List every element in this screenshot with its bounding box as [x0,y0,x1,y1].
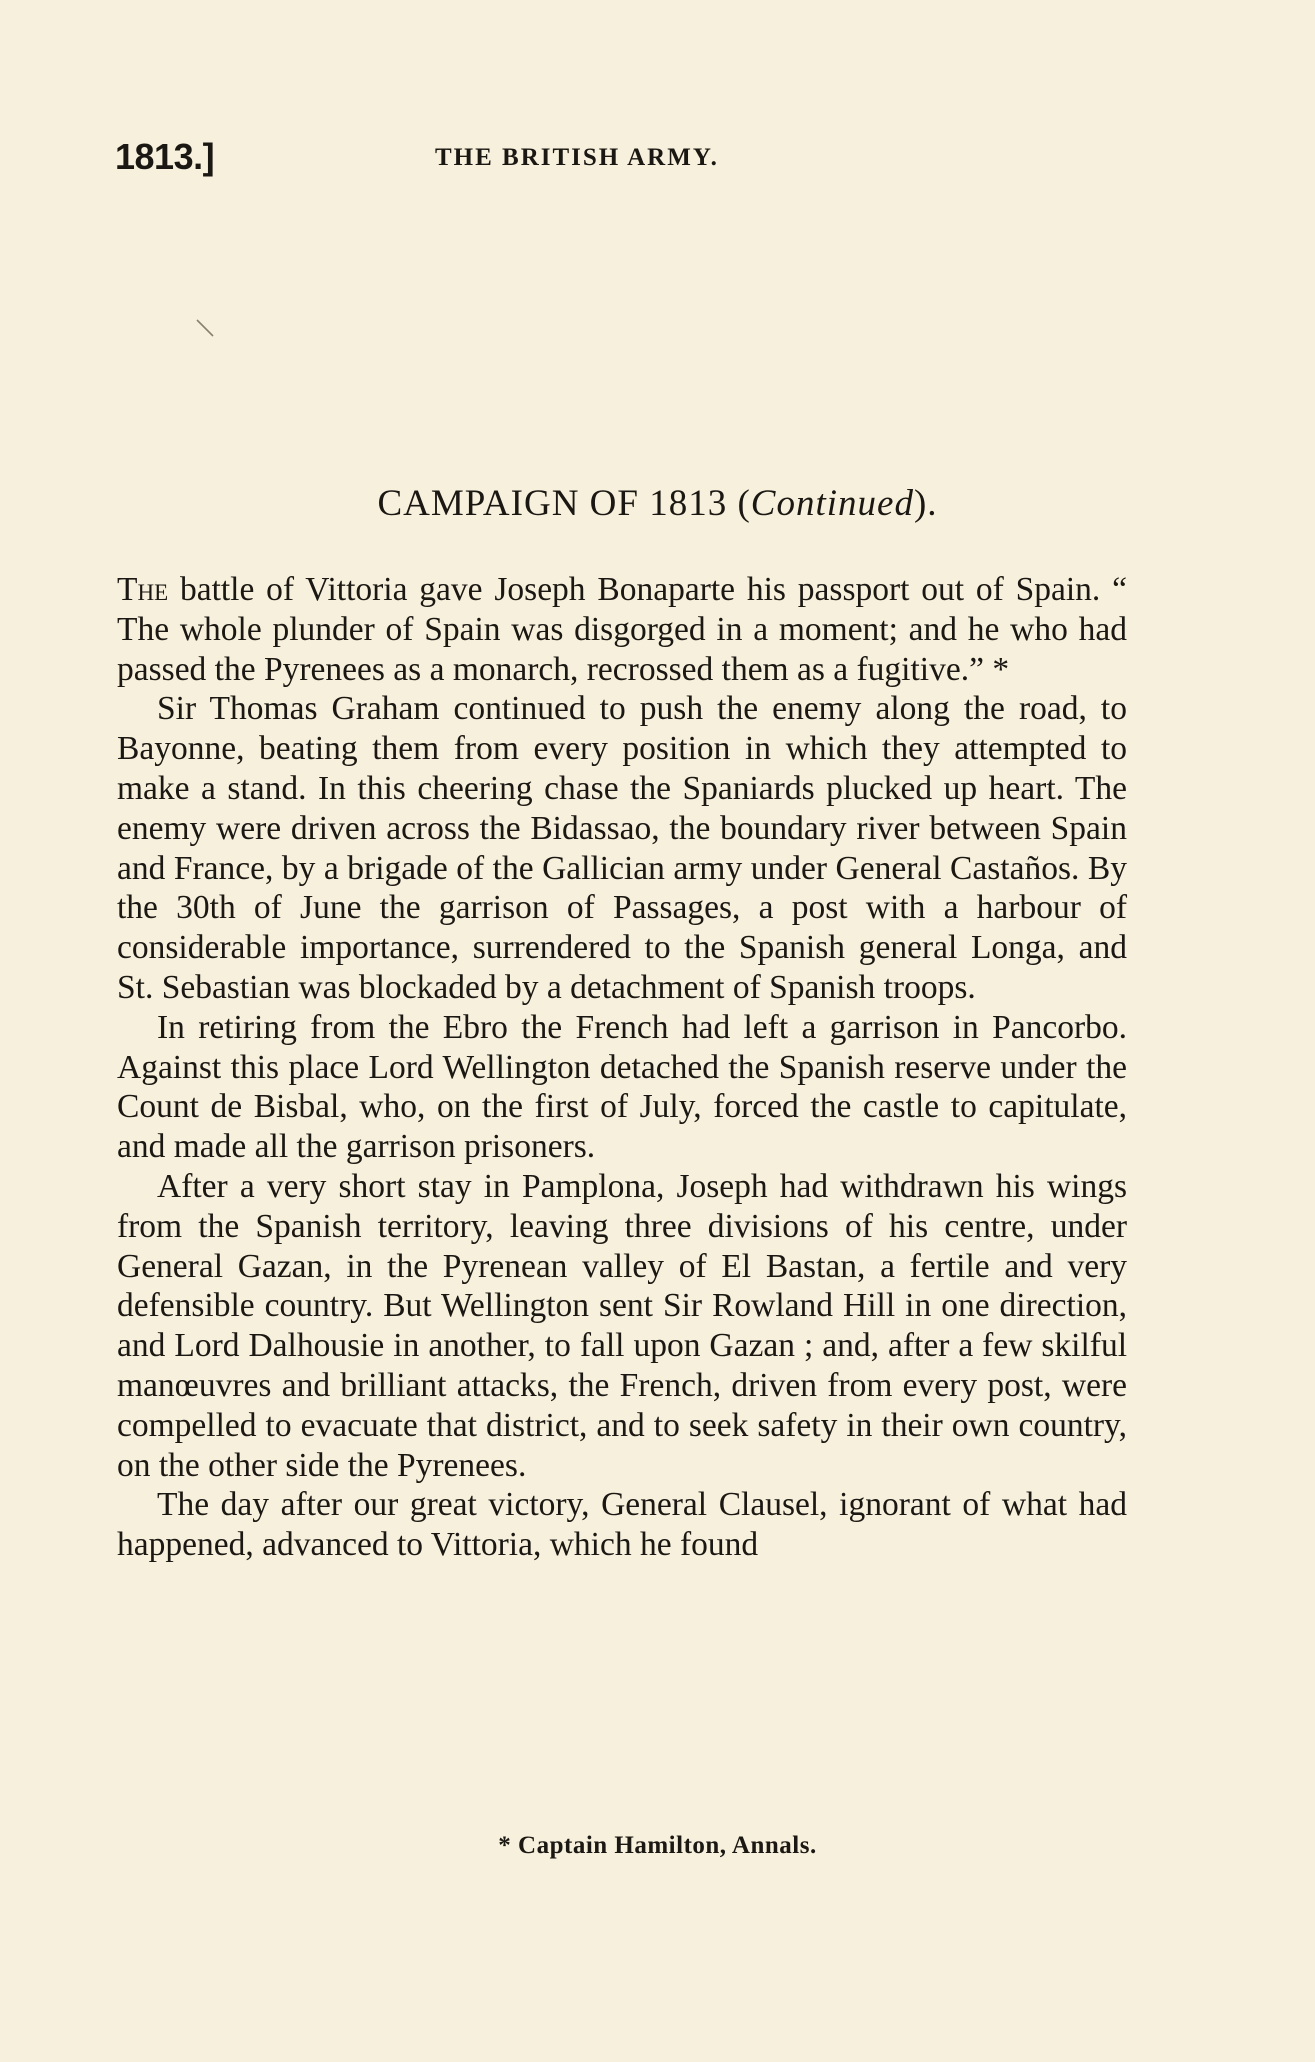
footnote: * Captain Hamilton, Annals. [498,1832,817,1859]
running-head [115,136,1135,180]
paragraph-1-lead: The [117,571,169,608]
heading-close: ). [913,483,938,524]
chapter-heading [0,482,1315,525]
paragraph-1 [117,570,1127,689]
pencil-mark-icon [195,318,217,340]
heading-main: CAMPAIGN OF 1813 ( [377,483,751,524]
paragraph-1-text: battle of Vittoria gave Joseph Bonaparte his passport out of Spain. “ The whole plunder of Spain was disgorged in a moment; and he who had passed the Pyrenees as a monarch, recrossed them as a fugitive.” * [117,571,1127,688]
paragraph-2: Sir Thomas Graham continued to push the enemy along the road, to Bayonne, beating them from every position in which they attempted to make a stand. In this cheering chase the Spaniards plucked up heart. The enemy were driven across the Bidassao, the boundary river between Spain and France, by a brigade of the Gallician army under General Castaños. By the 30th of June the garrison of Passages, a post with a harbour of considerable importance, surrendered to the Spanish general Longa, and St. Sebastian was blockaded by a detachment of Spanish troops. [117,690,1127,1006]
paragraph-3: In retiring from the Ebro the French had left a garrison in Pancorbo. Against this place Lord Wellington detached the Spanish reserve under the Count de Bisbal, who, on the first of July, forced the castle to capitulate, and made all the garrison prisoners. [117,1008,1127,1166]
heading-continued: Continued [750,483,914,524]
running-title: THE BRITISH ARMY. [435,144,719,171]
page-year: 1813.] [115,136,215,177]
body-text [117,570,1127,1565]
paragraph-5: The day after our great victory, General Clausel, ignorant of what had happened, advanced to Vittoria, which he found [117,1486,1127,1564]
paragraph-4: After a very short stay in Pamplona, Joseph had withdrawn his wings from the Spanish territory, leaving three divisions of his centre, under General Gazan, in the Pyrenean valley of El Bastan, a fertile and very defensible country. But Wellington sent Sir Rowland Hill in one direction, and Lord Dalhousie in another, to fall upon Gazan ; and, after a few skilful manœuvres and brilliant attacks, the French, driven from every post, were compelled to evacuate that district, and to seek safety in their own country, on the other side the Pyrenees. [117,1167,1127,1484]
